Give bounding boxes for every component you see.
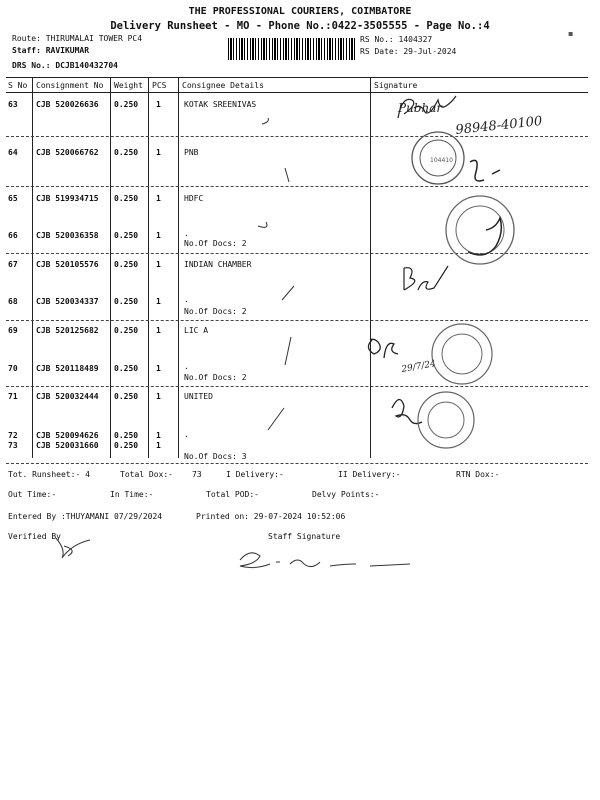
row-sno: 70 [8,364,18,373]
staff-signature-label: Staff Signature [268,532,341,541]
row-pcs: 1 [156,364,161,373]
row-consignment: CJB 520034337 [36,297,99,306]
handwritten-phone: 98948-40100 [454,113,544,138]
row-weight: 0.250 [114,441,139,450]
row-sno: 66 [8,231,18,240]
route: Route: THIRUMALAI TOWER PC4 [12,34,143,43]
row-pcs: 1 [156,392,161,401]
total-pod: Total POD:- [206,490,259,499]
row-pcs: 1 [156,194,161,203]
row-weight: 0.250 [114,100,139,109]
total-dox-value: 73 [192,470,202,479]
verified-signature [56,538,90,558]
handwritten-date: 29/7/24 [400,359,437,375]
col-consignee: Consignee Details [182,81,264,90]
ii-delivery: II Delivery:- [338,470,401,479]
out-time: Out Time:- [8,490,57,499]
tick-mark [258,222,267,227]
row-consignment: CJB 520036358 [36,231,99,240]
staff: Staff: RAVIKUMAR [12,46,90,55]
signature-scribble [470,160,500,181]
row-sno: 71 [8,392,18,401]
row-consignee: . [184,295,189,304]
col-weight: Weight [114,81,143,90]
row-pcs: 1 [156,326,161,335]
row-weight: 0.250 [114,231,139,240]
company-name: THE PROFESSIONAL COURIERS, COIMBATORE [188,6,412,17]
signature-scribble [368,339,398,358]
entered-by: Entered By :THUYAMANI 07/29/2024 [8,512,163,521]
rs-date: RS Date: 29-Jul-2024 [360,47,457,56]
row-docs-note: No.Of Docs: 2 [184,239,247,248]
row-consignment: CJB 520105576 [36,260,99,269]
signature-scribble [404,266,448,290]
row-consignee: INDIAN CHAMBER [184,260,252,269]
row-sno: 72 [8,431,18,440]
printed-on: Printed on: 29-07-2024 10:52:06 [196,512,346,521]
row-sno: 73 [8,441,18,450]
row-consignee: UNITED [184,392,213,401]
row-sno: 63 [8,100,18,109]
svg-text:▪: ▪ [568,29,574,38]
row-pcs: 1 [156,148,161,157]
bank-stamp [412,132,464,184]
row-weight: 0.250 [114,392,139,401]
row-pcs: 1 [156,100,161,109]
drs-number: DRS No.: DCJB140432704 [12,61,118,70]
row-weight: 0.250 [114,148,139,157]
row-weight: 0.250 [114,326,139,335]
row-consignment: CJB 520118489 [36,364,99,373]
signature-scribble [468,218,501,255]
row-weight: 0.250 [114,260,139,269]
row-docs-note: No.Of Docs: 2 [184,307,247,316]
company-stamp [418,392,474,448]
tick-mark [285,337,291,365]
row-weight: 0.250 [114,431,139,440]
row-pcs: 1 [156,431,161,440]
rs-number: RS No.: 1404327 [360,35,433,44]
col-consignment: Consignment No [36,81,104,90]
row-pcs: 1 [156,260,161,269]
row-consignee: . [184,430,189,439]
row-pcs: 1 [156,231,161,240]
col-signature: Signature [374,81,418,90]
row-consignment: CJB 520094626 [36,431,99,440]
row-sno: 69 [8,326,18,335]
rtn-dox: RTN Dox:- [456,470,500,479]
tick-mark [285,168,289,182]
tick-mark [268,408,284,430]
col-sno: S No [8,81,28,90]
row-consignment: CJB 519934715 [36,194,99,203]
total-dox-label: Total Dox:- [120,470,173,479]
row-consignee: LIC A [184,326,209,335]
tot-runsheet: Tot. Runsheet:- 4 [8,470,90,479]
company-stamp [432,324,492,384]
row-consignment: CJB 520066762 [36,148,99,157]
row-consignee: . [184,229,189,238]
col-pcs: PCS [152,81,167,90]
row-consignee: KOTAK SREENIVAS [184,100,257,109]
row-sno: 64 [8,148,18,157]
row-consignment: CJB 520125682 [36,326,99,335]
in-time: In Time:- [110,490,154,499]
row-weight: 0.250 [114,364,139,373]
runsheet-title: Delivery Runsheet - MO - Phone No.:0422-3505555 - Page No.:4 [110,20,490,32]
row-consignment: CJB 520032444 [36,392,99,401]
row-docs-note: No.Of Docs: 3 [184,452,247,461]
row-docs-note: No.Of Docs: 2 [184,373,247,382]
row-consignee: PNB [184,148,199,157]
row-sno: 68 [8,297,18,306]
bank-stamp [446,196,514,264]
row-consignment: CJB 520026636 [36,100,99,109]
row-consignee: HDFC [184,194,204,203]
row-consignee: . [184,362,189,371]
tick-mark [282,286,294,300]
i-delivery: I Delivery:- [226,470,284,479]
tick-mark [262,118,268,124]
handwritten-name-text: Pubhar [398,101,443,115]
svg-text:104410: 104410 [430,157,453,164]
row-sno: 67 [8,260,18,269]
row-sno: 65 [8,194,18,203]
row-weight: 0.250 [114,297,139,306]
row-weight: 0.250 [114,194,139,203]
verified-by: Verified By [8,532,61,541]
delvy-points: Delvy Points:- [312,490,380,499]
staff-signature [240,553,410,568]
row-pcs: 1 [156,297,161,306]
row-consignment: CJB 520031660 [36,441,99,450]
row-pcs: 1 [156,441,161,450]
